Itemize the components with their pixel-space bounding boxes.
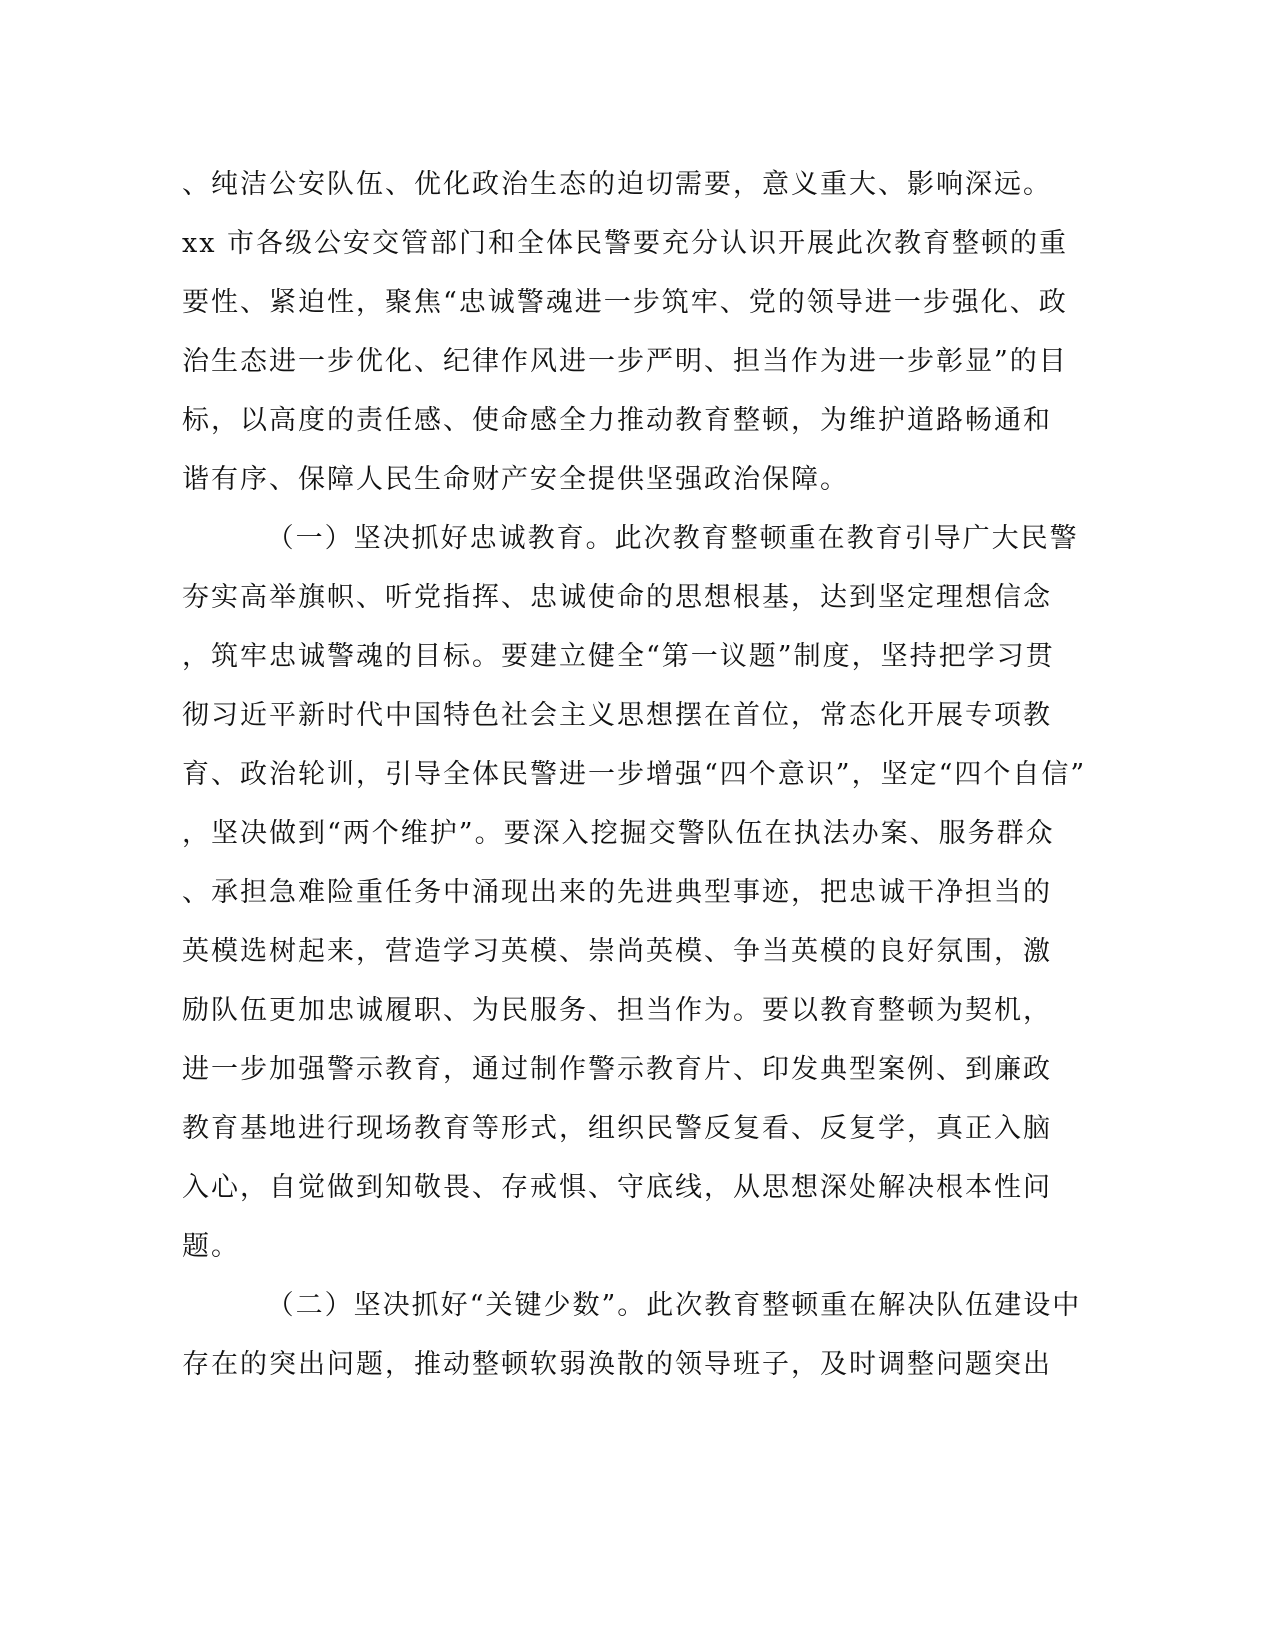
- text-line: 治生态进一步优化、纪律作风进一步严明、担当作为进一步彰显”的目: [182, 346, 1068, 377]
- text-line: 存在的突出问题，推动整顿软弱涣散的领导班子，及时调整问题突出: [182, 1349, 1052, 1380]
- text-line: 彻习近平新时代中国特色社会主义思想摆在首位，常态化开展专项教: [182, 700, 1052, 731]
- body-text: [182, 165, 1087, 1404]
- text-line: 要性、紧迫性，聚焦“忠诚警魂进一步筑牢、党的领导进一步强化、政: [182, 287, 1068, 318]
- text-line: ，筑牢忠诚警魂的目标。要建立健全“第一议题”制度，坚持把学习贯: [182, 641, 1055, 672]
- paragraph-heading-1: （一）坚决抓好忠诚教育。此次教育整顿重在教育引导广大民警: [182, 523, 1079, 554]
- text-line: 夯实高举旗帜、听党指挥、忠诚使命的思想根基，达到坚定理想信念: [182, 582, 1052, 613]
- text-line: 励队伍更加忠诚履职、为民服务、担当作为。要以教育整顿为契机，: [182, 995, 1052, 1026]
- text-line: 题。: [182, 1231, 240, 1262]
- text-line: 英模选树起来，营造学习英模、崇尚英模、争当英模的良好氛围，激: [182, 936, 1052, 967]
- text-line: 入心，自觉做到知敬畏、存戒惧、守底线，从思想深处解决根本性问: [182, 1172, 1052, 1203]
- text-line: ，坚决做到“两个维护”。要深入挖掘交警队伍在执法办案、服务群众: [182, 818, 1055, 849]
- paragraph-heading-2: （二）坚决抓好“关键少数”。此次教育整顿重在解决队伍建设中: [182, 1290, 1082, 1321]
- text-line: 、承担急难险重任务中涌现出来的先进典型事迹，把忠诚干净担当的: [182, 877, 1052, 908]
- text-line: 标，以高度的责任感、使命感全力推动教育整顿，为维护道路畅通和: [182, 405, 1052, 436]
- text-line: 育、政治轮训，引导全体民警进一步增强“四个意识”，坚定“四个自信”: [182, 759, 1087, 790]
- text-line: 、纯洁公安队伍、优化政治生态的迫切需要，意义重大、影响深远。: [182, 169, 1052, 200]
- text-line: xx 市各级公安交管部门和全体民警要充分认识开展此次教育整顿的重: [182, 228, 1069, 259]
- text-line: 谐有序、保障人民生命财产安全提供坚强政治保障。: [182, 464, 849, 495]
- text-line: 进一步加强警示教育，通过制作警示教育片、印发典型案例、到廉政: [182, 1054, 1052, 1085]
- text-line: 教育基地进行现场教育等形式，组织民警反复看、反复学，真正入脑: [182, 1113, 1052, 1144]
